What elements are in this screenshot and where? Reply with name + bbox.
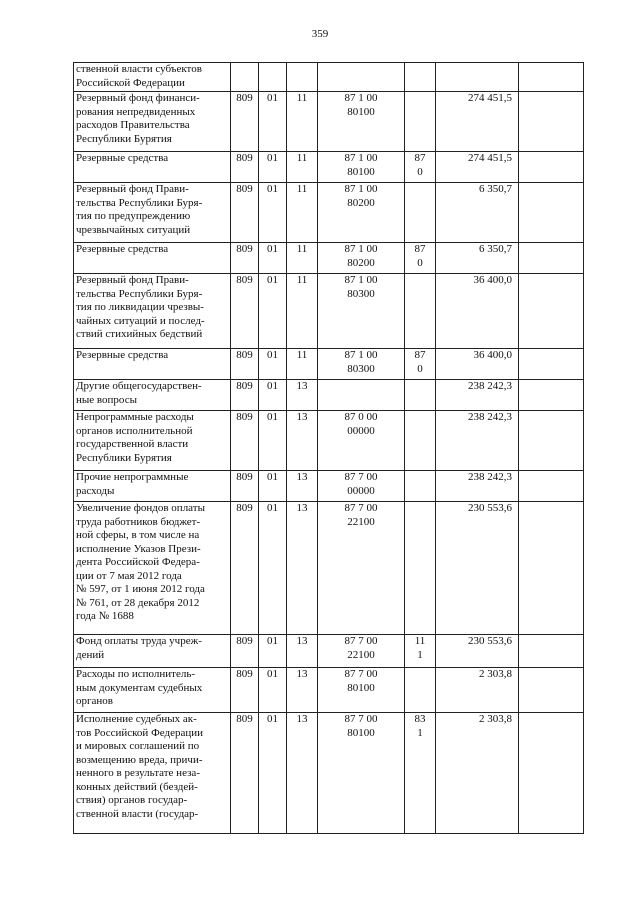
expense-type-code-cell: 87 0 (405, 243, 436, 274)
subsection-code-cell: 13 (287, 635, 318, 668)
section-code-cell: 01 (259, 152, 287, 183)
item-name-cell: ственной власти субъектов Российской Федерации (74, 63, 231, 92)
item-name-cell: Резервный фонд Прави- тельства Республики Буря- тия по предупреждению чрезвычайных ситуаций (74, 183, 231, 243)
expense-type-code-cell (405, 183, 436, 243)
extra-amount-cell (519, 502, 584, 635)
target-item-code-cell: 87 1 00 80300 (318, 274, 405, 349)
amount-cell: 230 553,6 (436, 502, 519, 635)
section-code-cell: 01 (259, 92, 287, 152)
table-row (74, 274, 584, 349)
item-name-cell: Увеличение фондов оплаты труда работников бюджет- ной сферы, в том числе на исполнение Указов Прези- дента Российской Федера- ции от 7 мая 2012 года № 597, от 1 июня 2012 года № 761, от 28 декабря 2012 года № 1688 (74, 502, 231, 635)
extra-amount-cell (519, 183, 584, 243)
table-row (74, 713, 584, 834)
amount-cell: 238 242,3 (436, 471, 519, 502)
extra-amount-cell (519, 274, 584, 349)
section-code-cell (259, 63, 287, 92)
table-row (74, 183, 584, 243)
extra-amount-cell (519, 668, 584, 713)
amount-cell: 2 303,8 (436, 668, 519, 713)
subsection-code-cell: 11 (287, 349, 318, 380)
item-name-cell: Резервные средства (74, 349, 231, 380)
table-row (74, 668, 584, 713)
target-item-code-cell: 87 1 00 80300 (318, 349, 405, 380)
item-name-cell: Резервные средства (74, 243, 231, 274)
table-row (74, 152, 584, 183)
amount-cell: 238 242,3 (436, 411, 519, 471)
target-item-code-cell: 87 1 00 80100 (318, 92, 405, 152)
subsection-code-cell: 13 (287, 502, 318, 635)
amount-cell: 274 451,5 (436, 92, 519, 152)
department-code-cell: 809 (231, 411, 259, 471)
section-code-cell: 01 (259, 635, 287, 668)
extra-amount-cell (519, 243, 584, 274)
item-name-cell: Резервный фонд финанси- рования непредвиденных расходов Правительства Республики Бурятия (74, 92, 231, 152)
section-code-cell: 01 (259, 713, 287, 834)
subsection-code-cell: 11 (287, 243, 318, 274)
table-row (74, 349, 584, 380)
department-code-cell: 809 (231, 152, 259, 183)
amount-cell: 6 350,7 (436, 183, 519, 243)
table-row (74, 380, 584, 411)
section-code-cell: 01 (259, 243, 287, 274)
section-code-cell: 01 (259, 274, 287, 349)
amount-cell: 2 303,8 (436, 713, 519, 834)
extra-amount-cell (519, 152, 584, 183)
target-item-code-cell (318, 380, 405, 411)
section-code-cell: 01 (259, 380, 287, 411)
extra-amount-cell (519, 63, 584, 92)
amount-cell: 230 553,6 (436, 635, 519, 668)
amount-cell: 36 400,0 (436, 274, 519, 349)
expense-type-code-cell (405, 92, 436, 152)
department-code-cell: 809 (231, 471, 259, 502)
expense-type-code-cell (405, 471, 436, 502)
subsection-code-cell: 11 (287, 152, 318, 183)
extra-amount-cell (519, 92, 584, 152)
table-row (74, 92, 584, 152)
table-row (74, 63, 584, 92)
subsection-code-cell: 13 (287, 668, 318, 713)
item-name-cell: Другие общегосударствен- ные вопросы (74, 380, 231, 411)
department-code-cell: 809 (231, 183, 259, 243)
target-item-code-cell: 87 1 00 80100 (318, 152, 405, 183)
target-item-code-cell: 87 7 00 22100 (318, 635, 405, 668)
expense-type-code-cell: 11 1 (405, 635, 436, 668)
target-item-code-cell: 87 7 00 80100 (318, 668, 405, 713)
department-code-cell: 809 (231, 92, 259, 152)
amount-cell: 6 350,7 (436, 243, 519, 274)
budget-table (73, 62, 584, 834)
target-item-code-cell: 87 1 00 80200 (318, 183, 405, 243)
expense-type-code-cell: 87 0 (405, 349, 436, 380)
page-number: 359 (311, 28, 329, 40)
expense-type-code-cell (405, 380, 436, 411)
subsection-code-cell: 13 (287, 471, 318, 502)
extra-amount-cell (519, 635, 584, 668)
table-row (74, 471, 584, 502)
table-row (74, 243, 584, 274)
target-item-code-cell: 87 7 00 00000 (318, 471, 405, 502)
department-code-cell (231, 63, 259, 92)
department-code-cell: 809 (231, 274, 259, 349)
amount-cell: 36 400,0 (436, 349, 519, 380)
section-code-cell: 01 (259, 471, 287, 502)
department-code-cell: 809 (231, 668, 259, 713)
target-item-code-cell: 87 0 00 00000 (318, 411, 405, 471)
extra-amount-cell (519, 713, 584, 834)
department-code-cell: 809 (231, 243, 259, 274)
expense-type-code-cell: 87 0 (405, 152, 436, 183)
table-row (74, 502, 584, 635)
section-code-cell: 01 (259, 502, 287, 635)
target-item-code-cell: 87 7 00 22100 (318, 502, 405, 635)
section-code-cell: 01 (259, 668, 287, 713)
extra-amount-cell (519, 411, 584, 471)
department-code-cell: 809 (231, 502, 259, 635)
target-item-code-cell (318, 63, 405, 92)
expense-type-code-cell (405, 668, 436, 713)
subsection-code-cell: 13 (287, 380, 318, 411)
extra-amount-cell (519, 349, 584, 380)
item-name-cell: Исполнение судебных ак- тов Российской Федерации и мировых соглашений по возмещению вреда, причи- ненного в результате неза- конных действий (бездей- ствия) органов государ- ственной власти (государ- (74, 713, 231, 834)
subsection-code-cell: 13 (287, 411, 318, 471)
target-item-code-cell: 87 7 00 80100 (318, 713, 405, 834)
table-body (74, 63, 584, 834)
subsection-code-cell (287, 63, 318, 92)
extra-amount-cell (519, 380, 584, 411)
item-name-cell: Прочие непрограммные расходы (74, 471, 231, 502)
amount-cell (436, 63, 519, 92)
section-code-cell: 01 (259, 349, 287, 380)
table-row (74, 411, 584, 471)
expense-type-code-cell (405, 63, 436, 92)
expense-type-code-cell (405, 502, 436, 635)
item-name-cell: Резервные средства (74, 152, 231, 183)
item-name-cell: Непрограммные расходы органов исполнительной государственной власти Республики Бурятия (74, 411, 231, 471)
section-code-cell: 01 (259, 183, 287, 243)
department-code-cell: 809 (231, 349, 259, 380)
extra-amount-cell (519, 471, 584, 502)
department-code-cell: 809 (231, 635, 259, 668)
amount-cell: 238 242,3 (436, 380, 519, 411)
subsection-code-cell: 11 (287, 274, 318, 349)
table-row (74, 635, 584, 668)
section-code-cell: 01 (259, 411, 287, 471)
item-name-cell: Расходы по исполнитель- ным документам судебных органов (74, 668, 231, 713)
expense-type-code-cell: 83 1 (405, 713, 436, 834)
subsection-code-cell: 11 (287, 183, 318, 243)
department-code-cell: 809 (231, 380, 259, 411)
subsection-code-cell: 11 (287, 92, 318, 152)
target-item-code-cell: 87 1 00 80200 (318, 243, 405, 274)
expense-type-code-cell (405, 411, 436, 471)
item-name-cell: Резервный фонд Прави- тельства Республики Буря- тия по ликвидации чрезвы- чайных ситуаций и послед- ствий стихийных бедствий (74, 274, 231, 349)
department-code-cell: 809 (231, 713, 259, 834)
item-name-cell: Фонд оплаты труда учреж- дений (74, 635, 231, 668)
amount-cell: 274 451,5 (436, 152, 519, 183)
subsection-code-cell: 13 (287, 713, 318, 834)
expense-type-code-cell (405, 274, 436, 349)
